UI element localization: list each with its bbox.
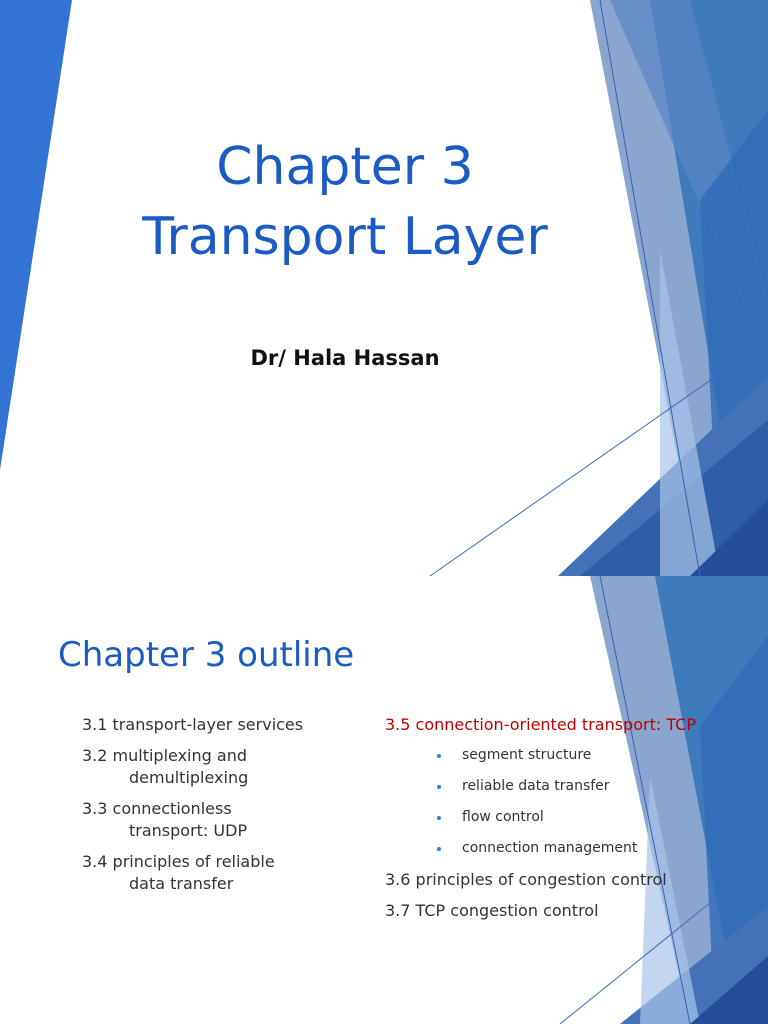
bullet-icon <box>437 754 441 758</box>
outline-title: Chapter 3 outline <box>58 635 355 675</box>
outline-item-3-2 <box>82 745 352 789</box>
outline-item-3-4 <box>82 851 352 895</box>
subtopic-text: flow control <box>462 809 544 825</box>
outline-item-continuation: demultiplexing <box>129 768 249 787</box>
bullet-icon <box>437 847 441 851</box>
slide-title <box>90 132 600 272</box>
list-item <box>385 776 755 796</box>
outline-item-3-5-highlighted: 3.5 connection-oriented transport: TCP <box>385 715 696 734</box>
outline-item-3-3 <box>82 798 352 842</box>
list-item <box>385 838 755 858</box>
outline-item-text: 3.2 multiplexing and <box>82 746 247 765</box>
outline-slide <box>0 576 768 1024</box>
title-line-1: Chapter 3 <box>216 137 474 197</box>
bullet-icon <box>437 785 441 789</box>
subtopic-text: reliable data transfer <box>462 778 610 794</box>
outline-item-3-6: 3.6 principles of congestion control <box>385 870 667 889</box>
list-item <box>385 745 755 765</box>
bullet-icon <box>437 816 441 820</box>
tcp-subtopic-list <box>385 745 755 858</box>
outline-right-column <box>385 714 755 931</box>
title-line-2: Transport Layer <box>142 207 548 267</box>
outline-left-column <box>82 714 352 904</box>
outline-item-3-7: 3.7 TCP congestion control <box>385 901 599 920</box>
list-item <box>385 807 755 827</box>
outline-item-continuation: transport: UDP <box>129 821 248 840</box>
subtopic-text: segment structure <box>462 747 592 763</box>
subtopic-text: connection management <box>462 840 638 856</box>
outline-item-text: 3.1 transport-layer services <box>82 715 304 734</box>
outline-item-text: 3.4 principles of reliable <box>82 852 275 871</box>
outline-item-3-1 <box>82 714 352 736</box>
author-name: Dr/ Hala Hassan <box>250 346 440 370</box>
outline-item-text: 3.3 connectionless <box>82 799 232 818</box>
outline-item-continuation: data transfer <box>129 874 234 893</box>
